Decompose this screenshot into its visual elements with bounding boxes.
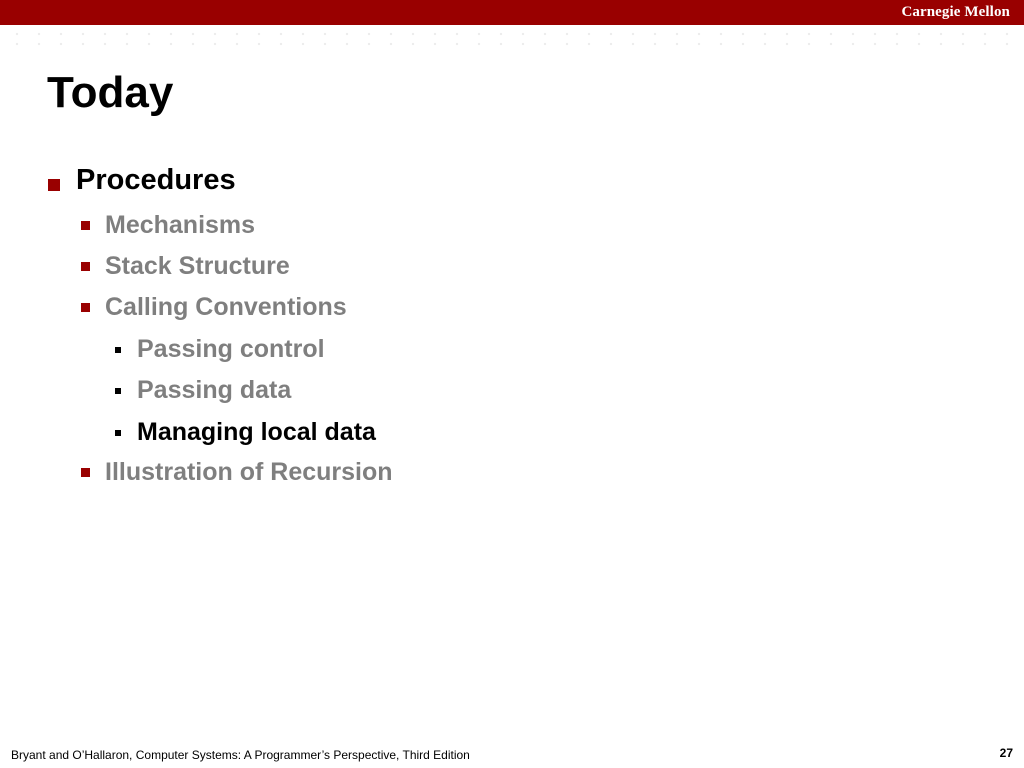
square-bullet-icon bbox=[115, 430, 121, 436]
outline-item-illustration-of-recursion: Illustration of Recursion bbox=[105, 458, 393, 486]
square-bullet-icon bbox=[81, 262, 90, 271]
square-bullet-icon bbox=[115, 388, 121, 394]
square-bullet-icon bbox=[81, 303, 90, 312]
slide-title: Today bbox=[47, 68, 174, 117]
outline-item-procedures: Procedures bbox=[76, 164, 236, 196]
square-bullet-icon bbox=[81, 221, 90, 230]
outline-item-mechanisms: Mechanisms bbox=[105, 211, 256, 239]
outline-item-passing-control: Passing control bbox=[137, 335, 325, 363]
square-bullet-icon bbox=[115, 347, 121, 353]
square-bullet-icon bbox=[81, 468, 90, 477]
decorative-dot-pattern bbox=[0, 27, 1024, 47]
outline-item-passing-data: Passing data bbox=[137, 376, 292, 404]
outline-item-stack-structure: Stack Structure bbox=[105, 252, 290, 280]
header-bar bbox=[0, 0, 1024, 25]
outline-item-calling-conventions: Calling Conventions bbox=[105, 293, 347, 321]
university-brand: Carnegie Mellon bbox=[901, 4, 1010, 20]
page-number: 27 bbox=[999, 746, 1013, 760]
outline-item-managing-local-data: Managing local data bbox=[137, 418, 376, 446]
footer-citation: Bryant and O’Hallaron, Computer Systems: A Programmer’s Perspective, Third Edition bbox=[11, 748, 470, 762]
square-bullet-icon bbox=[48, 179, 60, 191]
